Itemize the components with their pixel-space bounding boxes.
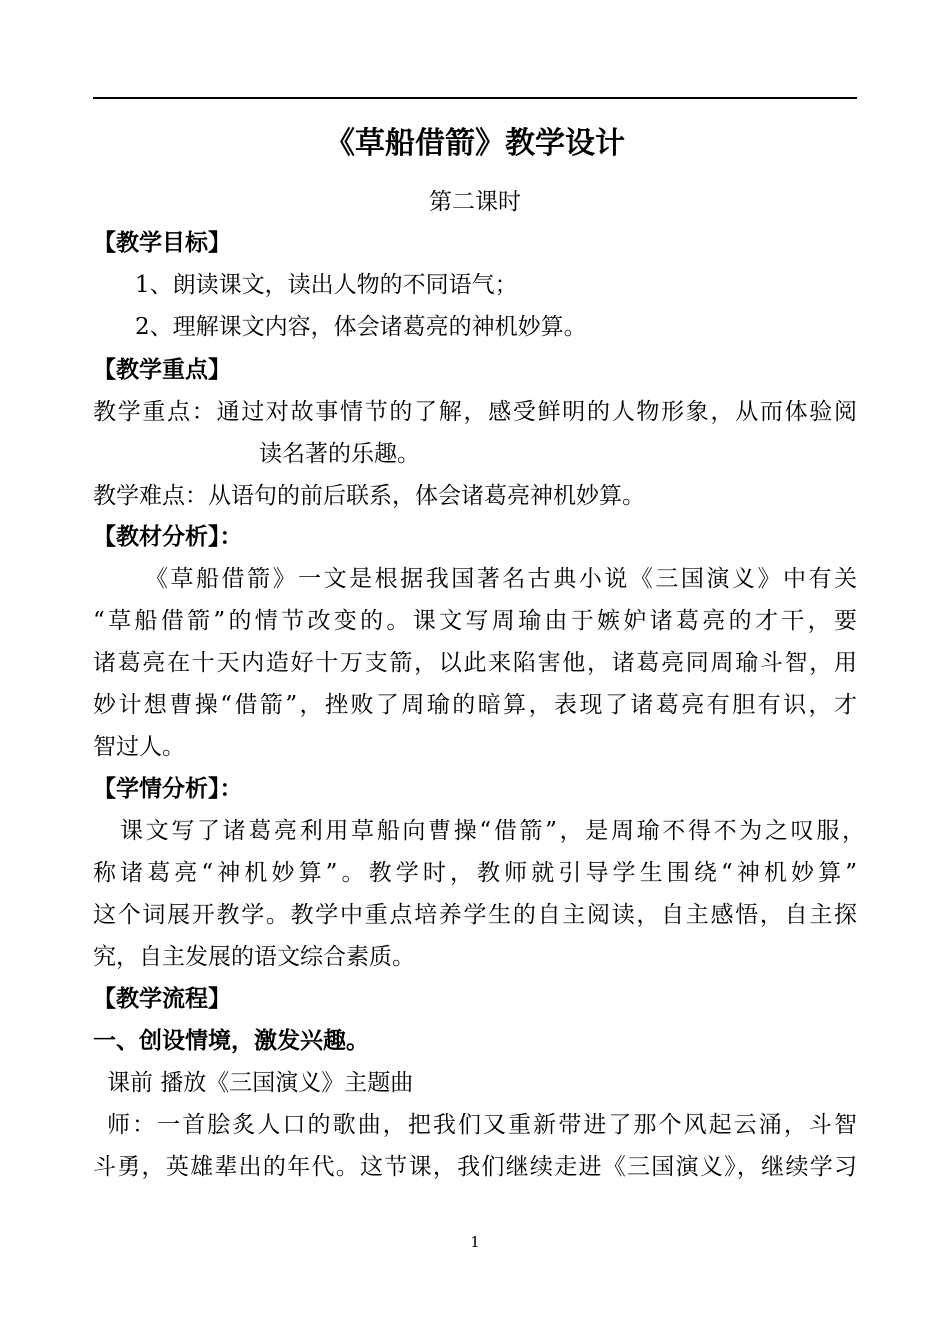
step-1-heading: 一、创设情境，激发兴趣。 (93, 1027, 369, 1054)
objective-1: 1、朗读课文，读出人物的不同语气； (135, 272, 518, 298)
material-heading: 【教材分析】： (93, 523, 243, 550)
process-heading: 【教学流程】 (93, 985, 231, 1012)
material-line: 《草船借箭》一文是根据我国著名古典小说《三国演义》中有关 (145, 566, 857, 592)
step-1-line-2: 师：一首脍炙人口的歌曲，把我们又重新带进了那个风起云涌，斗智 (107, 1112, 857, 1138)
student-heading: 【学情分析】： (93, 775, 243, 802)
header-rule (93, 97, 857, 99)
material-line: 妙计想曹操“借箭”，挫败了周瑜的暗算，表现了诸葛亮有胆有识，才 (93, 692, 857, 718)
difficulty-text: 教学难点：从语句的前后联系，体会诸葛亮神机妙算。 (93, 483, 645, 509)
student-line: 这个词展开教学。教学中重点培养学生的自主阅读，自主感悟，自主探 (93, 902, 857, 928)
page-number: 1 (470, 1233, 480, 1251)
student-line: 课文写了诸葛亮利用草船向曹操“借箭”，是周瑜不得不为之叹服， (120, 818, 865, 844)
material-line: 智过人。 (93, 734, 185, 760)
objectives-heading: 【教学目标】 (93, 229, 231, 256)
material-line: 诸葛亮在十天内造好十万支箭，以此来陷害他，诸葛亮同周瑜斗智，用 (93, 650, 857, 676)
material-line: “草船借箭”的情节改变的。课文写周瑜由于嫉妒诸葛亮的才干，要 (93, 608, 857, 634)
student-line: 究，自主发展的语文综合素质。 (93, 944, 415, 970)
key-point-line-2: 读名著的乐趣。 (259, 441, 420, 467)
objective-2: 2、理解课文内容，体会诸葛亮的神机妙算。 (135, 314, 587, 340)
step-1-line-1: 课前 播放《三国演义》主题曲 (107, 1070, 414, 1096)
key-points-heading: 【教学重点】 (93, 356, 231, 383)
key-point-line-1: 教学重点：通过对故事情节的了解，感受鲜明的人物形象，从而体验阅 (93, 399, 857, 425)
step-1-line-3: 斗勇，英雄辈出的年代。这节课，我们继续走进《三国演义》，继续学习 (93, 1154, 857, 1180)
document-subtitle: 第二课时 (429, 189, 521, 215)
student-line: 称诸葛亮“神机妙算”。教学时，教师就引导学生围绕“神机妙算” (93, 860, 857, 886)
document-title: 《草船借箭》教学设计 (325, 126, 625, 161)
